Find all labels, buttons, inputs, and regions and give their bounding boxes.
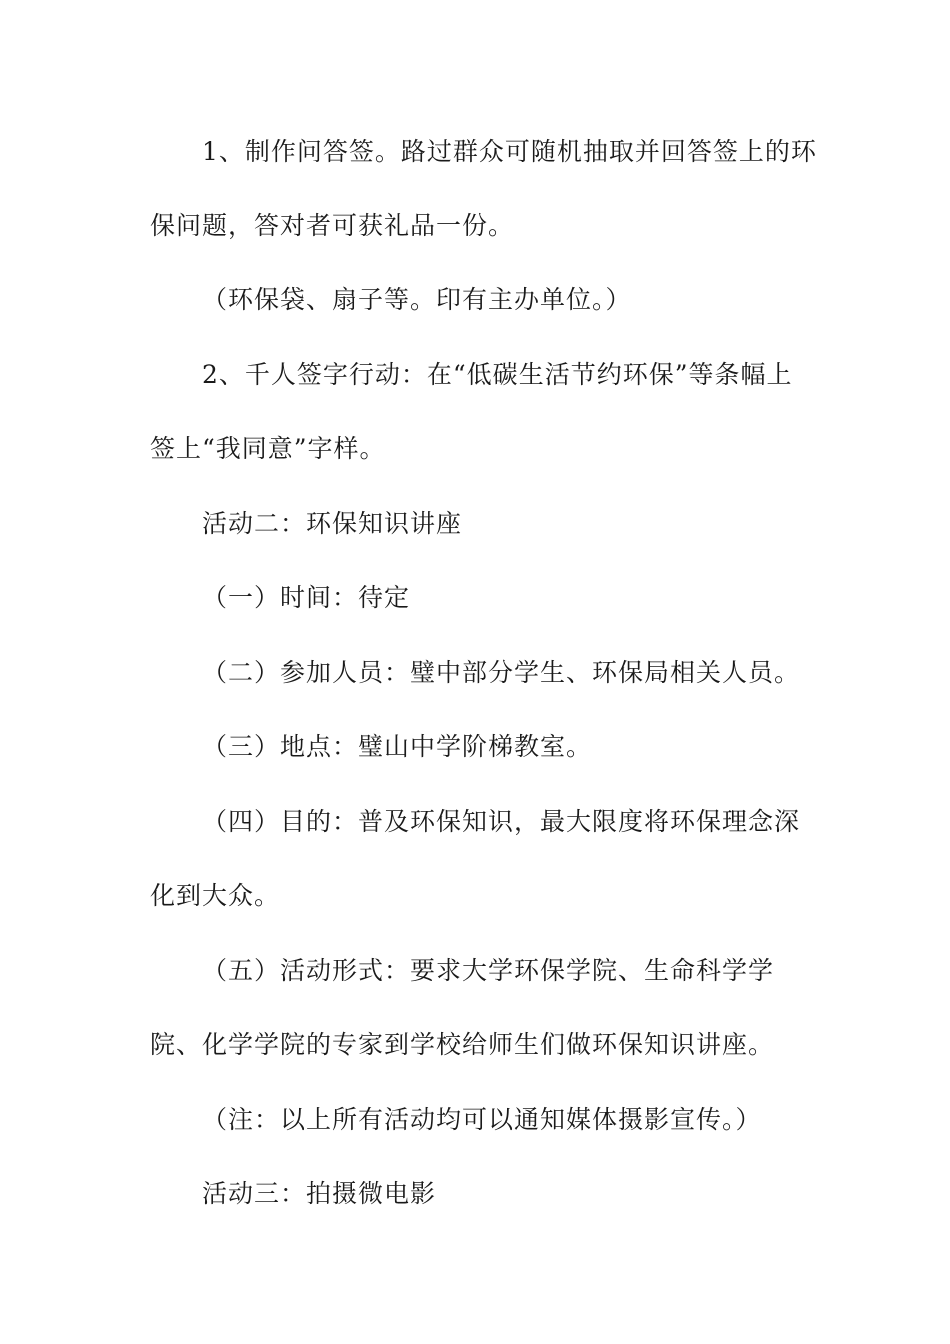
paragraph-line-note: （注：以上所有活动均可以通知媒体摄影宣传。） bbox=[202, 1105, 762, 1134]
paragraph-line-2: 保问题，答对者可获礼品一份。 bbox=[150, 211, 515, 240]
paragraph-line-format: （五）活动形式：要求大学环保学院、生命科学学 bbox=[202, 956, 775, 985]
section-heading-activity-3: 活动三：拍摄微电影 bbox=[202, 1179, 437, 1208]
paragraph-line-time: （一）时间：待定 bbox=[202, 583, 411, 612]
section-heading-activity-2: 活动二：环保知识讲座 bbox=[202, 509, 463, 538]
paragraph-line-4: 2、千人签字行动：在“低碳生活节约环保”等条幅上 bbox=[202, 360, 793, 389]
paragraph-line-5: 签上“我同意”字样。 bbox=[150, 434, 386, 463]
paragraph-line-participants: （二）参加人员：璧中部分学生、环保局相关人员。 bbox=[202, 658, 801, 687]
paragraph-line-purpose: （四）目的：普及环保知识，最大限度将环保理念深 bbox=[202, 807, 801, 836]
paragraph-line-location: （三）地点：璧山中学阶梯教室。 bbox=[202, 732, 593, 761]
paragraph-line-purpose-cont: 化到大众。 bbox=[150, 881, 281, 910]
paragraph-line-1: 1、制作问答签。路过群众可随机抽取并回答签上的环 bbox=[202, 137, 817, 166]
paragraph-line-3: （环保袋、扇子等。印有主办单位。） bbox=[202, 285, 632, 314]
paragraph-line-format-cont: 院、化学学院的专家到学校给师生们做环保知识讲座。 bbox=[150, 1030, 775, 1059]
